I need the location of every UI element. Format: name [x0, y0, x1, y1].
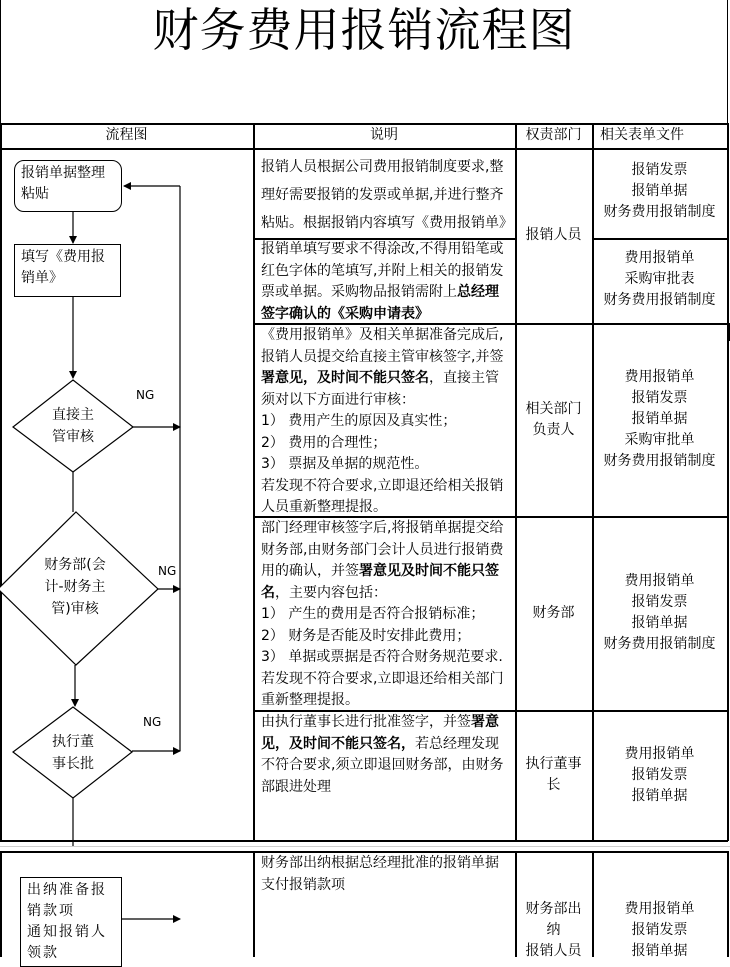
desc-text: 由执行董事长进行批准签字，并签: [261, 714, 471, 730]
row-5-description: [253, 712, 515, 798]
header-docs: 相关表单文件: [600, 127, 684, 143]
doc-item: 财务费用报销制度: [603, 453, 716, 469]
header-flow: 流程图: [105, 127, 148, 143]
dept-text: 报销人员: [525, 943, 582, 959]
desc-list-item: 1） 费用产生的原因及真实性；: [261, 413, 457, 429]
desc-list-item: 1） 产生的费用是否符合报销标准；: [261, 606, 485, 622]
doc-item: 报销单据: [631, 787, 688, 804]
dept-text: 纳: [546, 922, 561, 938]
desc-text: 若总经理发现不符合要求,须立即退回财务部，由财务部跟进处理: [261, 735, 504, 795]
doc-item: 报销单据: [631, 943, 688, 959]
desc-bold-text: 署意见及时间不能只签名: [261, 563, 499, 601]
desc-list-item: 3） 票据及单据的规范性。: [261, 456, 429, 472]
flow-node-cashier-pay: [20, 877, 122, 967]
flow-node-organize-receipts: [14, 160, 122, 212]
node-text: 填写《费用报: [21, 249, 105, 265]
desc-text: 若发现不符合要求,立即退还给相关部门重新整理提报。: [261, 670, 504, 708]
dept-text: 执行董事: [525, 756, 582, 772]
doc-item: 采购审批表: [624, 271, 695, 287]
row-4-docs: [592, 516, 727, 710]
desc-bold-text: 署意见，及时间不能只签名: [261, 370, 429, 386]
node-text: 粘贴: [21, 186, 49, 202]
doc-item: 报销发票: [631, 162, 688, 178]
header-desc: 说明: [370, 127, 398, 143]
row-3-dept: [515, 323, 592, 516]
doc-item: 费用报销单: [624, 745, 695, 762]
desc-list-item: 3） 单据或票据是否符合财务规范要求.: [261, 649, 503, 665]
doc-item: 报销发票: [631, 922, 688, 938]
node-text: 财务部(会: [44, 557, 106, 573]
node-text: 领款: [27, 945, 59, 961]
row-5-dept: [515, 710, 592, 840]
decision-label-chairman: [33, 731, 113, 775]
ng-label: NG: [143, 715, 162, 729]
node-text: 计-财务主: [44, 579, 106, 595]
row-2-description: [253, 239, 515, 325]
col-divider: [727, 851, 729, 957]
decision-label-finance: [30, 554, 120, 620]
node-text: 通知报销人: [27, 924, 107, 940]
row-1-docs: [592, 160, 727, 223]
dept-text: 负责人: [532, 421, 575, 438]
node-text: 执行董: [52, 734, 94, 750]
node-text: 直接主: [52, 407, 94, 423]
row-6-dept: [515, 899, 592, 962]
doc-item: 费用报销单: [624, 901, 695, 917]
row-6-description: [253, 853, 515, 896]
row-4-description: [253, 518, 515, 712]
doc-item: 费用报销单: [624, 369, 695, 385]
page-title: 财务费用报销流程图: [152, 3, 576, 57]
page-break-line: [0, 846, 730, 847]
flow-node-fill-form: [14, 244, 121, 297]
dept-text: 报销人员: [525, 227, 582, 243]
decision-label-direct-manager: [33, 404, 113, 448]
node-text: 事长批: [52, 756, 94, 772]
col-divider: [0, 851, 2, 957]
node-text: 管审核: [52, 429, 94, 445]
desc-text: 报销单填写要求不得涂改,不得用铅笔或红色字体的笔填写,并附上相关的报销发票或单据。采购物品报销需附上: [261, 241, 504, 300]
ng-label: NG: [136, 388, 155, 402]
header-dept: 权责部门: [525, 127, 582, 143]
ng-label: NG: [158, 564, 177, 578]
doc-item: 报销发票: [631, 390, 688, 406]
doc-item: 采购审批单: [624, 432, 695, 448]
row-1-dept: [515, 148, 592, 323]
row-6-docs: [592, 899, 727, 962]
dept-text: 长: [546, 777, 561, 793]
dept-text: 相关部门: [525, 400, 582, 417]
doc-item: 报销单据: [631, 411, 688, 427]
desc-text: 《费用报销单》及相关单据准备完成后,报销人员提交给直接主管审核签字,并签: [261, 327, 504, 365]
dept-text: 财务部出: [525, 901, 582, 917]
doc-item: 报销发票: [631, 594, 688, 610]
doc-item: 财务费用报销制度: [603, 636, 716, 652]
row-3-description: [253, 325, 515, 519]
node-text: 报销单据整理: [21, 165, 105, 181]
doc-item: 财务费用报销制度: [603, 204, 716, 220]
desc-list-item: 2） 费用的合理性；: [261, 434, 387, 451]
col-divider: [727, 123, 729, 841]
doc-item: 费用报销单: [624, 250, 695, 266]
row-2-docs: [592, 248, 727, 311]
row-4-dept: [515, 516, 592, 710]
row-3-docs: [592, 323, 727, 516]
desc-text: ，直接主管须对以下方面进行审核：: [261, 370, 499, 408]
doc-item: 报销单据: [631, 615, 688, 631]
row-divider: [592, 238, 728, 240]
doc-item: 报销单据: [631, 183, 688, 199]
flowchart-connectors: [0, 0, 253, 957]
doc-item: 财务费用报销制度: [603, 292, 716, 308]
desc-text: ，主要内容包括：: [275, 584, 387, 601]
row-5-docs: [592, 710, 727, 840]
node-text: 管)审核: [51, 601, 99, 617]
node-text: 销款项: [27, 903, 75, 919]
desc-text: 部门经理审核签字后,将报销单据提交给财务部,由财务部门会计人员进行报销费用的确认，并签: [261, 520, 504, 579]
desc-text: 报销人员根据公司费用报销制度要求,整理好需要报销的发票或单据,并进行整齐粘贴。根据报销内容填写《费用报销单》: [261, 159, 513, 231]
desc-bold-text: 总经理签字确认的《采购申请表》: [261, 284, 499, 322]
row-1-description: [253, 153, 515, 237]
node-text: 销单》: [21, 270, 63, 286]
node-text: 出纳准备报: [27, 882, 107, 898]
desc-text: 财务部出纳根据总经理批准的报销单据支付报销款项: [261, 855, 499, 893]
dept-text: 财务部: [532, 604, 575, 621]
desc-bold-text: 署意见，及时间不能只签名，: [261, 714, 499, 752]
doc-item: 费用报销单: [624, 573, 695, 589]
desc-list-item: 2） 财务是否能及时安排此费用；: [261, 627, 471, 644]
doc-item: 报销发票: [631, 766, 688, 783]
desc-text: 若发现不符合要求,立即退还给相关报销人员重新整理提报。: [261, 477, 504, 515]
